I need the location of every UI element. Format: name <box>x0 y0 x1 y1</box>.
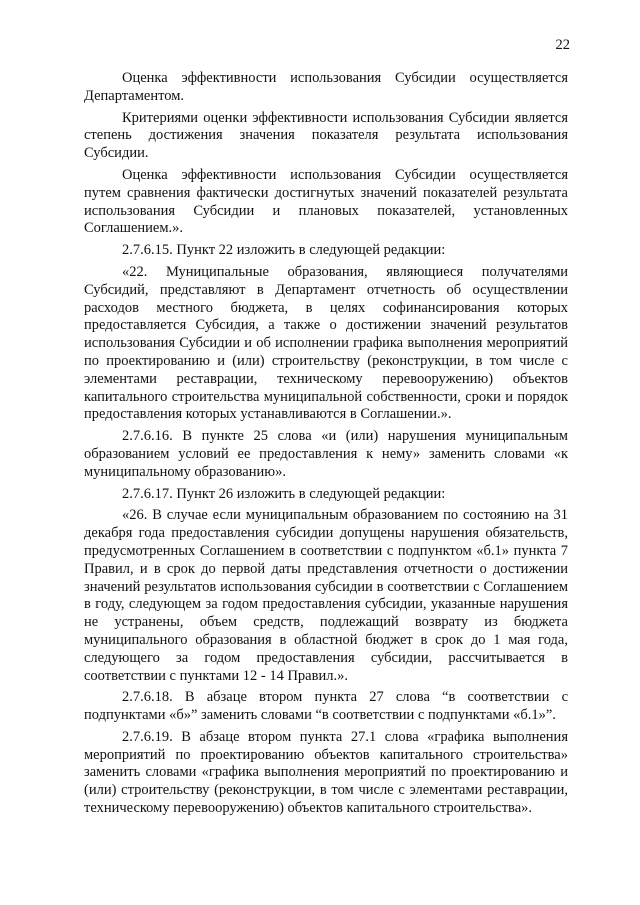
paragraph: Оценка эффективности использования Субсидии осуществляется Департаментом. <box>84 70 568 104</box>
paragraph: «22. Муниципальные образования, являющиеся получателями Субсидий, представляют в Департамент отчетность об осуществлении расходов местного бюджета, в целях софинансирования которых предоставляется Субсидия, а также о достижении значений результатов использования Субсидии и об исполнении графика выполнения мероприятий по проектированию и (или) строительству (реконструкции, в том числе с элементами реставрации, техническому перевооружению) объектов капитального строительства муниципальной собственности, сроки и порядок предоставления которых устанавливаются в Соглашении.». <box>84 263 568 423</box>
paragraph: Оценка эффективности использования Субсидии осуществляется путем сравнения фактически достигнутых значений показателей результата использования Субсидии и плановых показателей, установленных Соглашением.». <box>84 166 568 237</box>
paragraph: 2.7.6.19. В абзаце втором пункта 27.1 слова «графика выполнения мероприятий по проектированию объектов капитального строительства» заменить словами «графика выполнения мероприятий по проектированию и (или) строительству (реконструкции, в том числе с элементами реставрации, техническому перевооружению) объектов капитального строительства». <box>84 728 568 817</box>
paragraph: 2.7.6.18. В абзаце втором пункта 27 слова “в соответствии с подпунктами «б»” заменить словами “в соответствии с подпунктами «б.1»”. <box>84 689 568 724</box>
paragraph: «26. В случае если муниципальным образованием по состоянию на 31 декабря года предоставления субсидии допущены нарушения обязательств, предусмотренных Соглашением в соответствии с подпунктом «б.1» пункта 7 Правил, и в срок до первой даты представления отчетности о достижении значений результатов использования субсидии в соответствии с Соглашением в году, следующем за годом предоставления субсидии, указанные нарушения не устранены, объем средств, подлежащий возврату из бюджета муниципального образования в областной бюджет в срок до 1 мая года, следующего за годом предоставления субсидии, рассчитывается в соответствии с пунктами 12 - 14 Правил.». <box>84 507 568 684</box>
paragraph: 2.7.6.15. Пункт 22 изложить в следующей редакции: <box>122 242 446 259</box>
paragraph: 2.7.6.17. Пункт 26 изложить в следующей редакции: <box>122 485 446 502</box>
paragraph: 2.7.6.16. В пункте 25 слова «и (или) нарушения муниципальным образованием условий ее предоставления к нему» заменить словами «к муниципальному образованию». <box>84 428 568 480</box>
document-body <box>84 70 568 822</box>
page-number: 22 <box>555 37 570 53</box>
paragraph: Критериями оценки эффективности использования Субсидии является степень достижения значения показателя результата использования Субсидии. <box>84 109 568 162</box>
